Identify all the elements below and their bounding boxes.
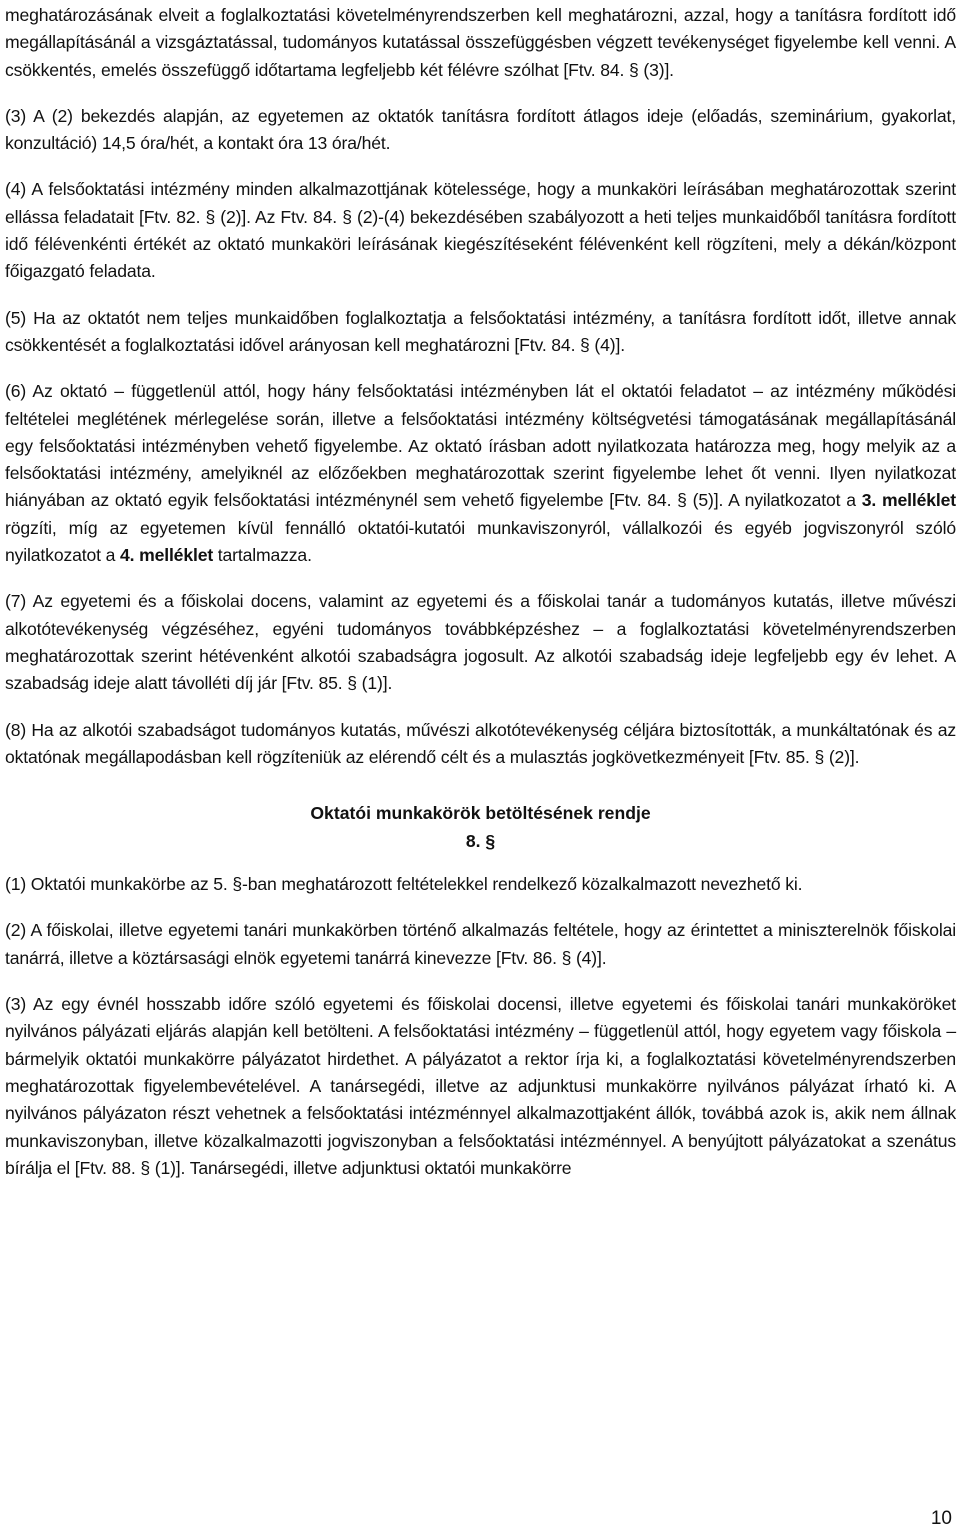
section-number: 8. § (465, 831, 496, 852)
section-heading: Oktatói munkakörök betöltésének rendje (310, 803, 651, 824)
section-8-paragraph-3: (3) Az egy évnél hosszabb időre szóló egyetemi és főiskolai docensi, illetve egyetemi és főiskolai tanári munkaköröket nyilvános pályázati eljárás alapján kell betölteni. A felsőoktatási intézmény – függetlenül attól, hogy egyetem vagy főiskola – bármelyik oktatói munkakörre pályázatot hirdethet. A pályázatot a rektor írja ki, a foglalkoztatási követelményrendszerben meghatározottak figyelembevételével. A tanársegédi, illetve az adjunktusi munkakörre nyilvános pályázat írható ki. A nyilvános pályázaton részt vehetnek a felsőoktatási intézménnyel alkalmazottjaként állók, továbbá azok is, akik nem állnak munkaviszonyban, illetve közalkalmazotti jogviszonyban a felsőoktatási intézménnyel. A benyújtott pályázatokat a szenátus bírálja el [Ftv. 88. § (1)]. Tanársegédi, illetve adjunktusi oktatói munkakörre (5, 994, 956, 1178)
paragraph-5: (5) Ha az oktatót nem teljes munkaidőben foglalkoztatja a felsőoktatási intézmény, a tanításra fordított időt, illetve annak csökkentését a foglalkoztatási idővel arányosan kell meghatározni [Ftv. 84. § (4)]. (5, 307, 956, 355)
paragraph-4: (4) A felsőoktatási intézmény minden alkalmazottjának kötelessége, hogy a munkaköri leírásában meghatározottak szerint ellássa feladatait [Ftv. 82. § (2)]. Az Ftv. 84. § (2)-(4) bekezdésében szabályozott a heti teljes munkaidőből tanításra fordított idő félévenkénti értékét az oktató munkaköri leírásának kiegészítéseként félévenként kell rögzíteni, mely a dékán/központ főigazgató feladata. (5, 179, 956, 282)
paragraph-6-text-a: (6) Az oktató – függetlenül attól, hogy hány felsőoktatási intézményben lát el oktatói feladatot – az intézmény működési feltételei meglétének mérlegelése során, illetve a felsőoktatási intézmény költségvetési támogatásának megállapításánál egy felsőoktatási intézményben vehető figyelembe. Az oktató írásban adott nyilatkozata határozza meg, hogy melyik az a felsőoktatási intézmény, amelyiknél az előzőekben meghatározottak szerint figyelembe lehet őt venni. Ilyen nyilatkozat hiányában az oktató egyik felsőoktatási intézménynél sem vehető figyelembe [Ftv. 84. § (5)]. A nyilatkozatot a (5, 381, 956, 511)
section-8-paragraph-2: (2) A főiskolai, illetve egyetemi tanári munkakörben történő alkalmazás feltétele, hogy az érintettet a miniszterelnök főiskolai tanárrá, illetve a köztársasági elnök egyetemi tanárrá kinevezze [Ftv. 86. § (4)]. (5, 920, 956, 968)
paragraph-3: (3) A (2) bekezdés alapján, az egyetemen az oktatók tanításra fordított átlagos ideje (előadás, szeminárium, gyakorlat, konzultáció) 14,5 óra/hét, a kontakt óra 13 óra/hét. (5, 105, 956, 154)
paragraph-8: (8) Ha az alkotói szabadságot tudományos kutatás, művészi alkotótevékenység céljára biztosították, a munkáltatónak és az oktatónak megállapodásban kell rögzíteniük az elérendő célt és a mulasztás jogkövetkezményeit [Ftv. 85. § (2)]. (5, 719, 956, 767)
section-8-paragraph-1: (1) Oktatói munkakörbe az 5. §-ban meghatározott feltételekkel rendelkező közalkalmazott nevezhető ki. (5, 874, 803, 895)
annex-3-reference: 3. melléklet (861, 490, 956, 511)
paragraph-6-text-c: rögzíti, míg az egyetemen kívül fennálló oktatói-kutatói munkaviszonyról, vállalkozói és egyéb jogviszonyról szóló nyilatkozatot a (5, 517, 956, 566)
paragraph-intro: meghatározásának elveit a foglalkoztatási követelményrendszerben kell meghatározni, azzal, hogy a tanításra fordított idő megállapításánál a vizsgáztatással, tudományos kutatással összefüggésben végzett tevékenységet figyelembe kell venni. A csökkentés, emelés összefüggő időtartama legfeljebb két félévre szólhat [Ftv. 84. § (3)]. (5, 5, 956, 80)
paragraph-7: (7) Az egyetemi és a főiskolai docens, valamint az egyetemi és a főiskolai tanár a tudományos kutatás, illetve művészi alkotótevékenység végzéséhez, egyéni tudományos továbbképzéshez – a foglalkoztatási követelményrendszerben meghatározottak szerint hétévenként alkotói szabadságra jogosult. Az alkotói szabadság ideje legfeljebb egy év lehet. A szabadság ideje alatt távolléti díj jár [Ftv. 85. § (1)]. (5, 591, 956, 694)
annex-4-reference: 4. melléklet (119, 545, 214, 566)
page-number: 10 (930, 1508, 952, 1529)
paragraph-6-text-d: tartalmazza. (213, 545, 312, 566)
paragraph-6 (5, 378, 956, 569)
